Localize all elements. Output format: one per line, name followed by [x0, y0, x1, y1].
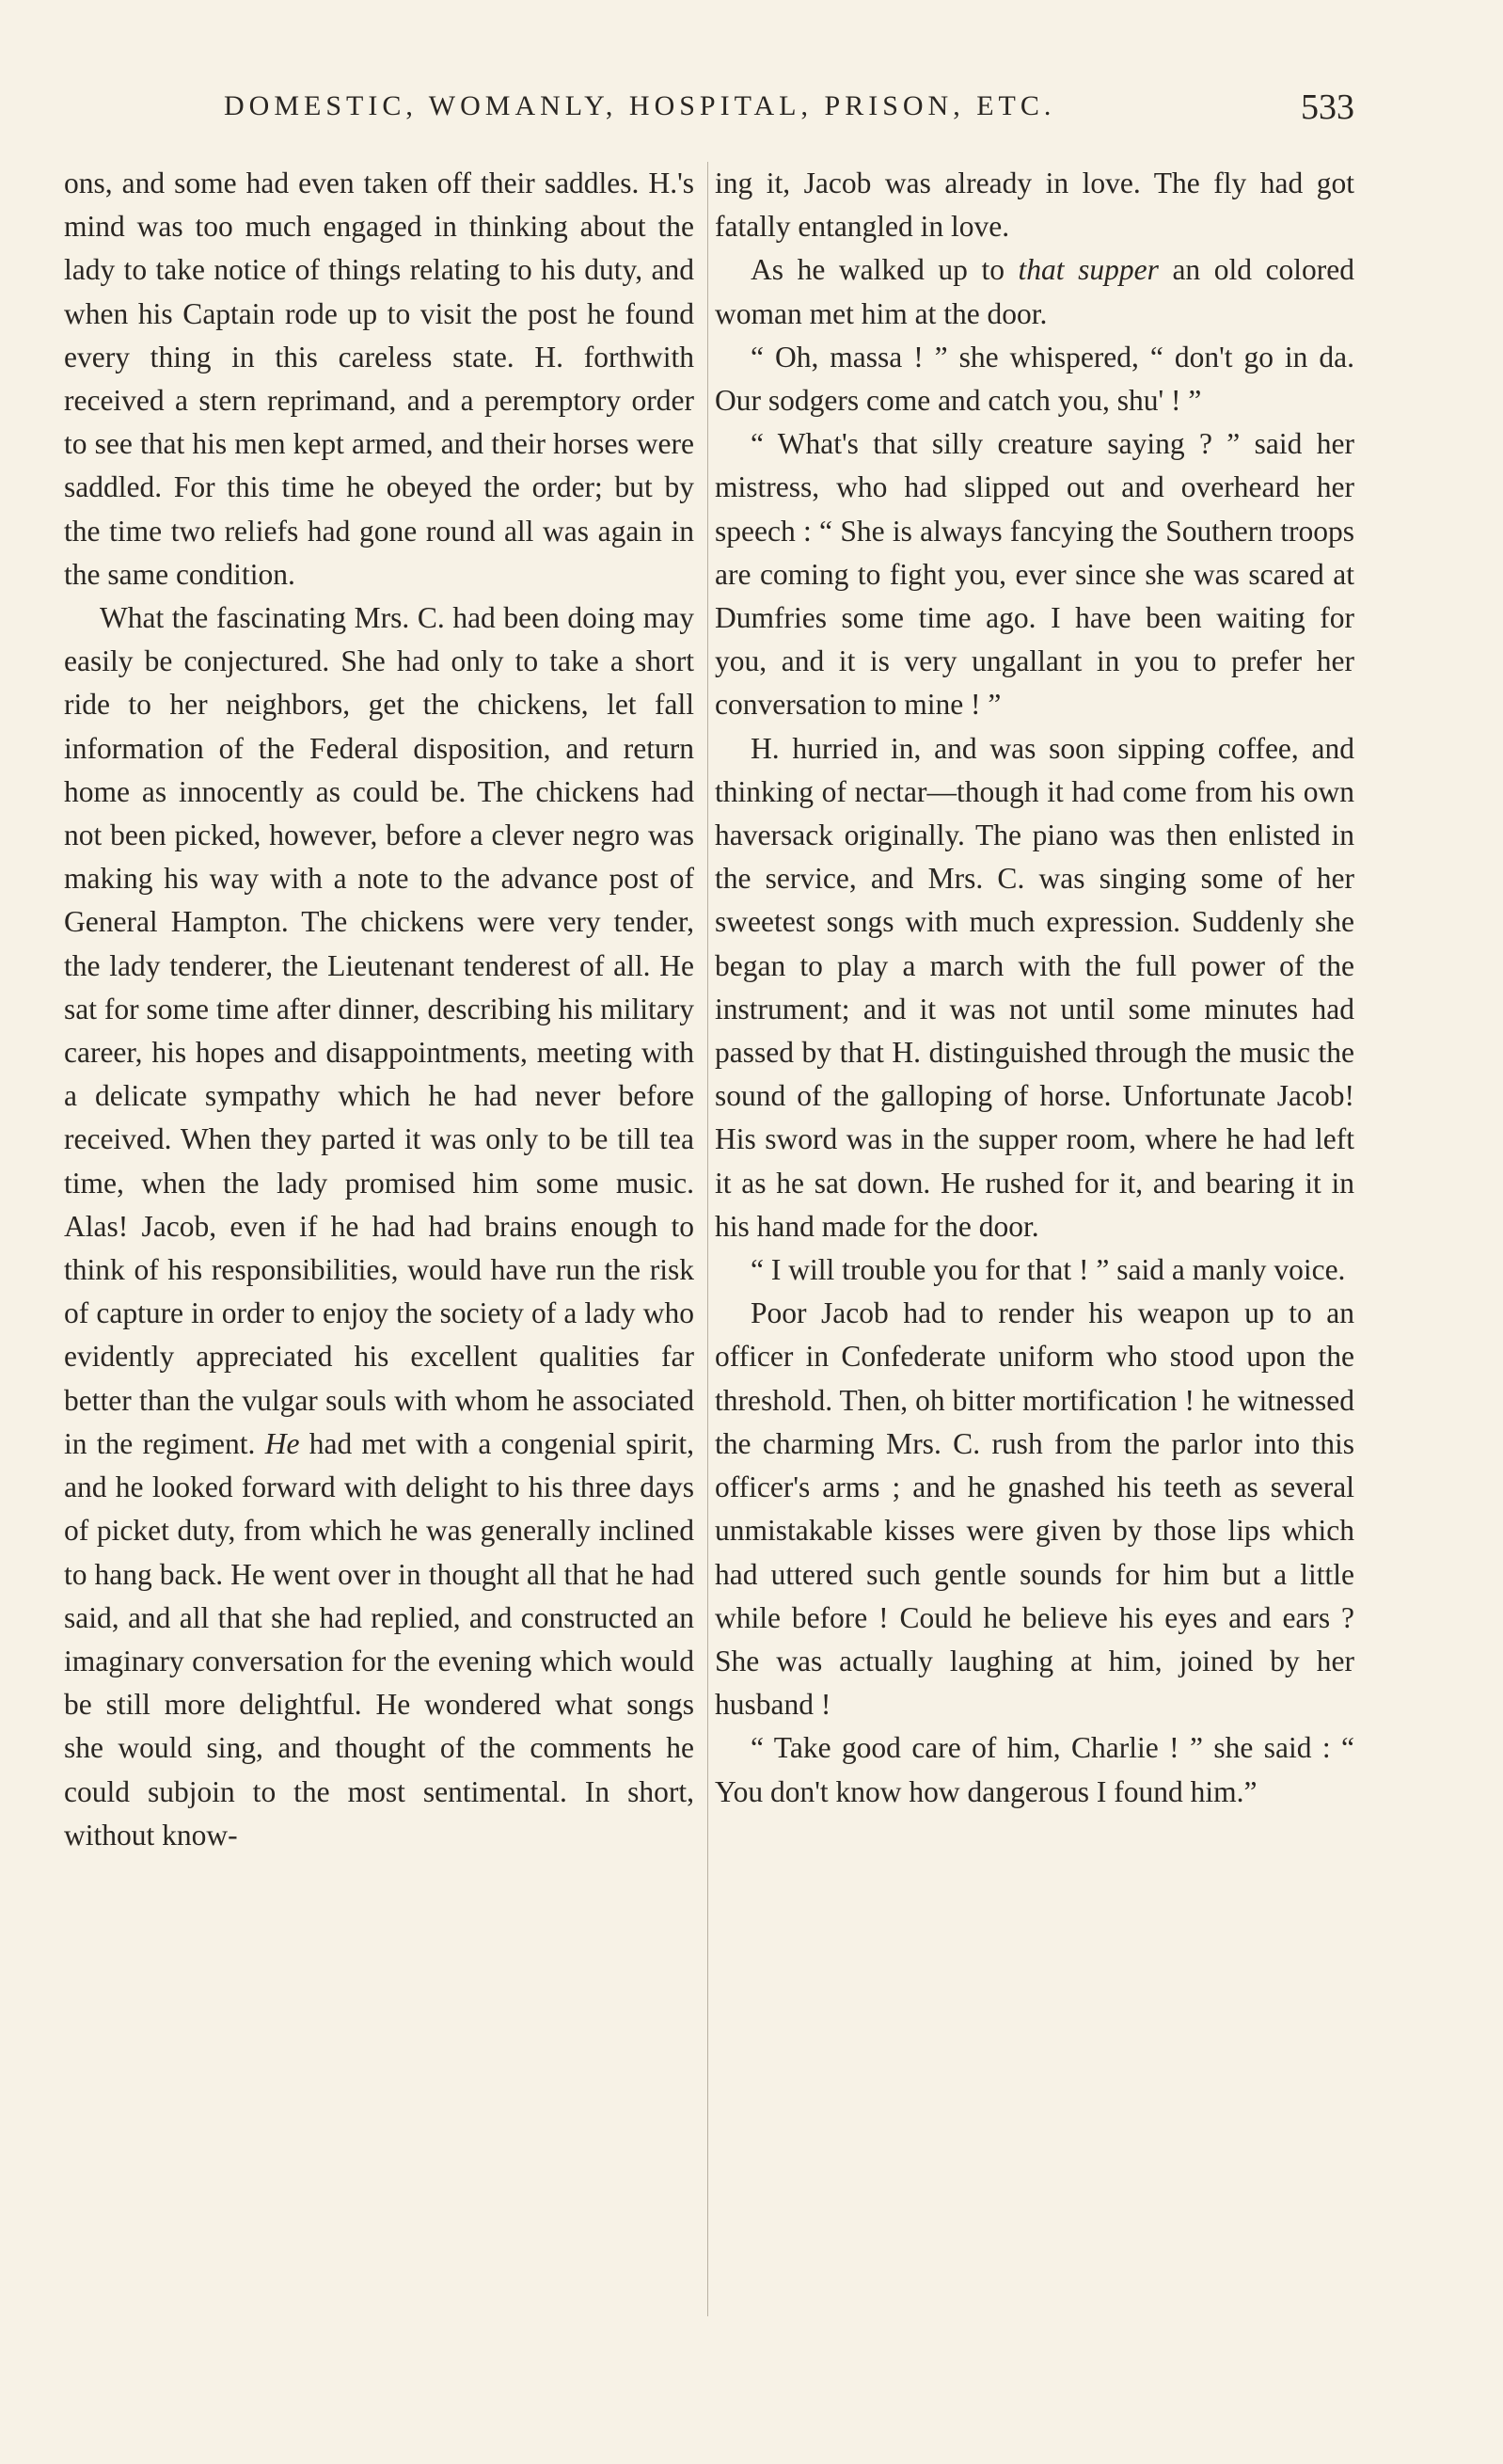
- paragraph: “ I will trouble you for that ! ” said a manly voice.: [751, 1253, 1346, 1287]
- page-header: [0, 87, 1503, 137]
- paragraph-text: had met with a congenial spirit, and he looked forward with delight to his three days of picket duty, from which he was generally inclined to hang back. He went over in thought all that he had said, and all that she had replied, and constructed an imaginary conversation for the evening which would be still more delightful. He wondered what songs she would sing, and thought of the comments he could subjoin to the most sentimental. In short, without know-: [64, 1426, 694, 1852]
- paragraph-text: As he walked up to: [751, 253, 1005, 287]
- paragraph: “ Take good care of him, Charlie ! ” she said : “ You don't know how dangerous I found him.”: [715, 1731, 1354, 1808]
- column-divider: [707, 162, 708, 2316]
- paragraph: “ What's that silly creature saying ? ” said her mistress, who had slipped out and overheard her speech : “ She is always fancying the Southern troops are coming to fight you, ever since she was scared at Dumfries some time ago. I have been waiting for you, and it is very ungallant in you to prefer her conversation to mine ! ”: [715, 427, 1354, 722]
- emphasis: that supper: [1018, 253, 1159, 287]
- paragraph-text: an old colored woman met him at the door.: [715, 253, 1355, 330]
- running-head: DOMESTIC, WOMANLY, HOSPITAL, PRISON, ETC.: [224, 90, 1056, 121]
- paragraph: Poor Jacob had to render his weapon up to an officer in Confederate uniform who stood upon the threshold. Then, oh bitter mortification ! he witnessed the charming Mrs. C. rush from the parlor into this officer's arms ; and he gnashed his teeth as several unmistakable kisses were given by those lips which had uttered such gentle sounds for him but a little while before ! Could he believe his eyes and ears ? She was actually laughing at him, joined by her husband !: [715, 1296, 1354, 1722]
- paragraph: ing it, Jacob was already in love. The fly had got fatally entangled in love.: [715, 167, 1354, 244]
- page-number: 533: [1301, 87, 1354, 127]
- paragraph: [64, 596, 694, 1857]
- paragraph-text: What the fascinating Mrs. C. had been doing may easily be conjectured. She had only to take a short ride to her neighbors, get the chickens, let fall information of the Federal disposition, and return home as innocently as could be. The chickens had not been picked, however, before a clever negro was making his way with a note to the advance post of General Hampton. The chickens were very tender, the lady tenderer, the Lieutenant tenderest of all. He sat for some time after dinner, describing his military career, his hopes and disappointments, meeting with a delicate sympathy which he had never before received. When they parted it was only to be till tea time, when the lady promised him some music. Alas! Jacob, even if he had had brains enough to think of his responsibilities, would have run the risk of capture in order to enjoy the society of a lady who evidently appreciated his excellent qualities far better than the vulgar souls with whom he associated in the regiment.: [64, 601, 694, 1460]
- left-column: [64, 162, 694, 1857]
- paragraph: ons, and some had even taken off their saddles. H.'s mind was too much engaged in thinking about the lady to take notice of things relating to his duty, and when his Captain rode up to visit the post he found every thing in this careless state. H. forthwith received a stern reprimand, and a peremptory order to see that his men kept armed, and their horses were saddled. For this time he obeyed the order; but by the time two reliefs had gone round all was again in the same condition.: [64, 167, 694, 591]
- right-column: [715, 162, 1354, 1814]
- paragraph: “ Oh, massa ! ” she whispered, “ don't go in da. Our sodgers come and catch you, shu' ! ”: [715, 340, 1354, 418]
- paragraph: [715, 248, 1354, 335]
- paragraph: H. hurried in, and was soon sipping coffee, and thinking of nectar—though it had come from his own haversack originally. The piano was then enlisted in the service, and Mrs. C. was singing some of her sweetest songs with much expression. Suddenly she began to play a march with the full power of the instrument; and it was not until some minutes had passed by that H. distinguished through the music the sound of the galloping of horse. Unfortunate Jacob! His sword was in the supper room, where he had left it as he sat down. He rushed for it, and bearing it in his hand made for the door.: [715, 731, 1354, 1243]
- emphasis: He: [264, 1426, 300, 1460]
